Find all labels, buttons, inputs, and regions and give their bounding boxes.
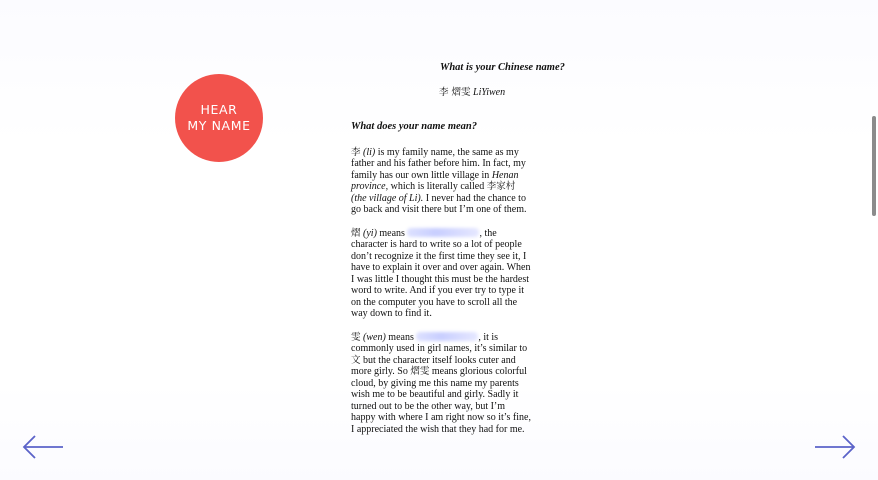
- paragraph-yi: [351, 228, 531, 320]
- paragraph-family-name: [351, 147, 531, 216]
- henan-province: Henan province,: [351, 169, 519, 192]
- pinyin-li: (li): [363, 146, 376, 158]
- han-yi: 熠: [351, 227, 361, 239]
- chinese-name: [439, 84, 505, 98]
- pinyin-yi: (yi): [363, 227, 377, 239]
- paragraph-3-text-b: but the character itself looks cuter and more girly. So: [351, 354, 516, 377]
- han-village: 李家村: [486, 181, 516, 192]
- paragraph-3-text-a: , it is commonly used in girl names, it’s similar to: [351, 331, 528, 354]
- paragraph-1-text-b: which is literally called: [390, 181, 485, 192]
- blurred-meaning-wen: [416, 332, 478, 341]
- question-chinese-name: What is your Chinese name?: [440, 62, 565, 73]
- chinese-name-romanized: LiYiwen: [473, 87, 506, 98]
- arrow-right-icon: [813, 432, 857, 462]
- next-page-button[interactable]: [813, 432, 857, 462]
- paragraph-3-text-c: means glorious colorful cloud, by giving me this name my parents wish me to be beautiful and girly. Sadly it turned out to be the other way, but I’m happy with where I am right now so it’s fine, I appreciated the wish that they had for me.: [351, 366, 531, 435]
- han-yiwen: 熠雯: [410, 366, 430, 377]
- paragraph-1-text-a: is my family name, the same as my father and his father before him. In fact, my family has our own little village in: [351, 146, 526, 181]
- question-name-meaning: What does your name mean?: [351, 121, 478, 132]
- han-wen: 雯: [351, 331, 361, 343]
- hear-button-line1: HEAR: [200, 102, 238, 117]
- han-wen-2: 文: [351, 354, 361, 366]
- pinyin-wen: (wen): [363, 331, 386, 343]
- scrollbar-thumb[interactable]: [872, 116, 876, 216]
- arrow-left-icon: [21, 432, 65, 462]
- paragraph-wen: [351, 332, 531, 436]
- blurred-meaning-yi: [407, 228, 479, 237]
- village-of-li: (the village of Li).: [351, 192, 424, 204]
- means-word: means: [379, 227, 405, 239]
- name-meaning-article: [351, 121, 531, 447]
- chinese-name-characters: 李 熠雯: [439, 87, 471, 98]
- previous-page-button[interactable]: [21, 432, 65, 462]
- means-word: means: [388, 331, 414, 343]
- hear-button-line2: MY NAME: [187, 118, 251, 133]
- paragraph-1-text-c: I never had the chance to go back and visit there but I’m one of them.: [351, 192, 527, 215]
- hear-my-name-button[interactable]: [175, 74, 263, 162]
- paragraph-2-text: , the character is hard to write so a lot of people don’t recognize it the first time they see it, I have to explain it over and over again. When I was little I thought this must be the hardest word to write. And if you ever try to type it on the computer you have to scroll all the way down to find it.: [351, 227, 531, 319]
- han-li: 李: [351, 146, 361, 158]
